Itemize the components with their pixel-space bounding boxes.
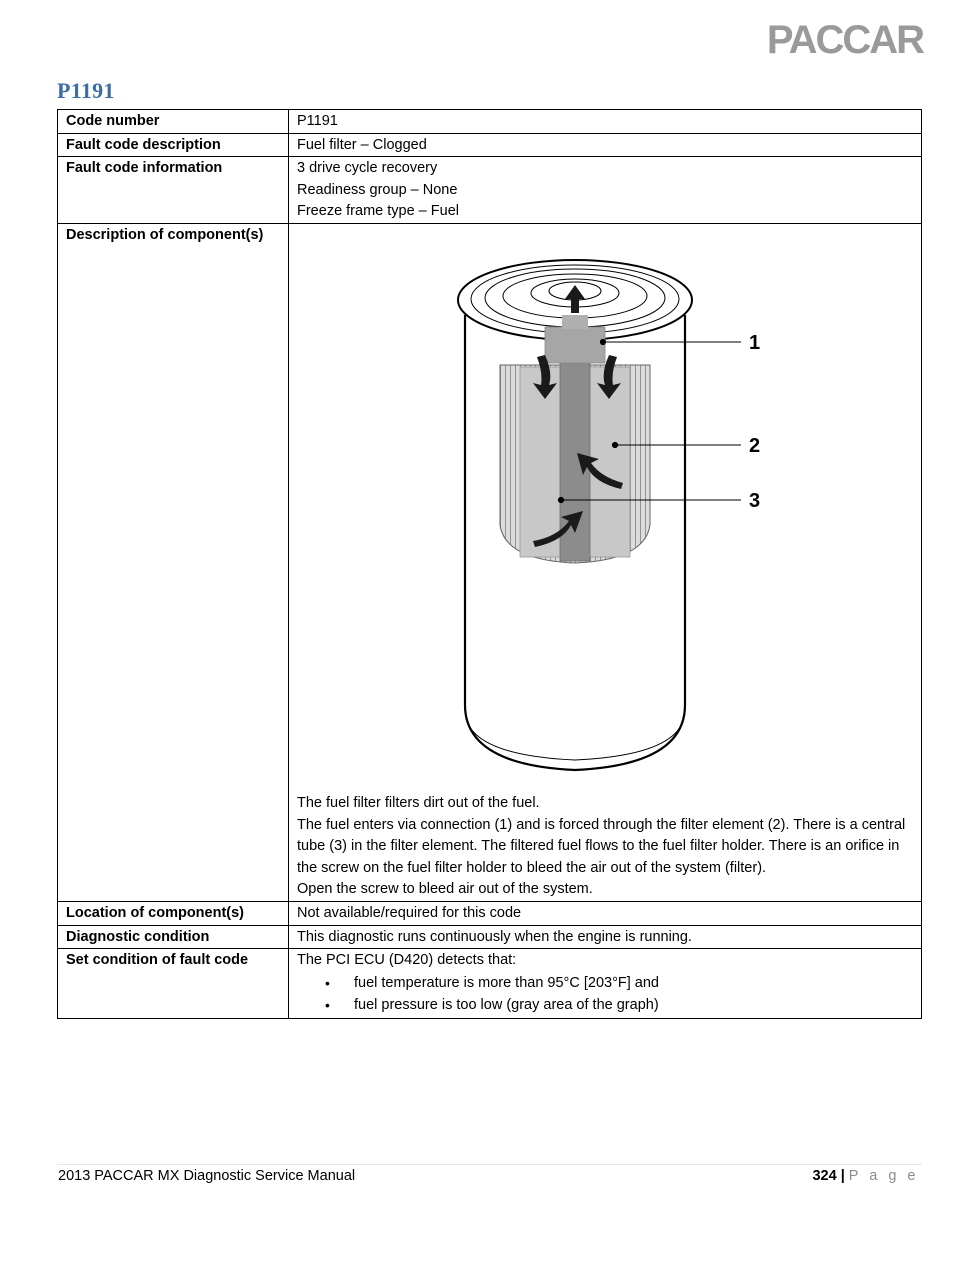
fuel-filter-figure bbox=[297, 225, 913, 793]
callout-2: 2 bbox=[749, 434, 761, 457]
row-label: Description of component(s) bbox=[58, 223, 289, 901]
row-label: Diagnostic condition bbox=[58, 925, 289, 949]
table-row bbox=[58, 949, 922, 1019]
row-label: Fault code description bbox=[58, 133, 289, 157]
table-row bbox=[58, 133, 922, 157]
table-row bbox=[58, 901, 922, 925]
info-line: Freeze frame type – Fuel bbox=[297, 203, 459, 220]
callout-1: 1 bbox=[749, 331, 761, 354]
callout-3: 3 bbox=[749, 489, 761, 512]
row-label: Fault code information bbox=[58, 157, 289, 224]
footer-divider bbox=[57, 1164, 922, 1165]
set-condition-list bbox=[297, 972, 913, 1018]
page-separator: | bbox=[840, 1168, 845, 1184]
page-label: P a g e bbox=[848, 1168, 919, 1184]
paccar-logo bbox=[766, 20, 924, 56]
location-value: Not available/required for this code bbox=[289, 901, 922, 925]
info-line: 3 drive cycle recovery bbox=[297, 160, 438, 177]
fault-description-value: Fuel filter – Clogged bbox=[289, 133, 922, 157]
table-row bbox=[58, 157, 922, 224]
list-item: • fuel temperature is more than 95°C [203°F] and bbox=[325, 972, 913, 994]
table-row bbox=[58, 223, 922, 901]
page-number: 324 bbox=[812, 1168, 837, 1184]
set-condition-intro: The PCI ECU (D420) detects that: bbox=[297, 952, 517, 969]
footer-manual-title: 2013 PACCAR MX Diagnostic Service Manual bbox=[58, 1168, 356, 1184]
list-item: • fuel pressure is too low (gray area of the graph) bbox=[325, 994, 913, 1016]
fault-code-table bbox=[57, 109, 922, 1019]
diagnostic-condition-value: This diagnostic runs continuously when the engine is running. bbox=[289, 925, 922, 949]
fuel-filter-illustration bbox=[445, 255, 765, 775]
info-line: Readiness group – None bbox=[297, 181, 458, 198]
description-paragraph: The fuel enters via connection (1) and is forced through the filter element (2). There is a central tube (3) in the filter element. The filtered fuel flows to the fuel filter holder. There is an orifice in the screw on the fuel filter holder to bleed the air out of the system (filter). bbox=[297, 816, 906, 876]
set-condition-value bbox=[289, 949, 922, 1019]
component-description-value bbox=[289, 223, 922, 901]
row-label: Code number bbox=[58, 110, 289, 134]
row-label: Set condition of fault code bbox=[58, 949, 289, 1019]
footer-page bbox=[812, 1168, 919, 1184]
description-paragraph: Open the screw to bleed air out of the system. bbox=[297, 881, 593, 898]
fault-information-value bbox=[289, 157, 922, 224]
page-title: P1191 bbox=[57, 78, 115, 103]
paccar-logo-text: PACCAR bbox=[766, 20, 924, 56]
table-row bbox=[58, 110, 922, 134]
description-paragraph: The fuel filter filters dirt out of the fuel. bbox=[297, 794, 540, 811]
code-number-value: P1191 bbox=[289, 110, 922, 134]
row-label: Location of component(s) bbox=[58, 901, 289, 925]
table-row bbox=[58, 925, 922, 949]
